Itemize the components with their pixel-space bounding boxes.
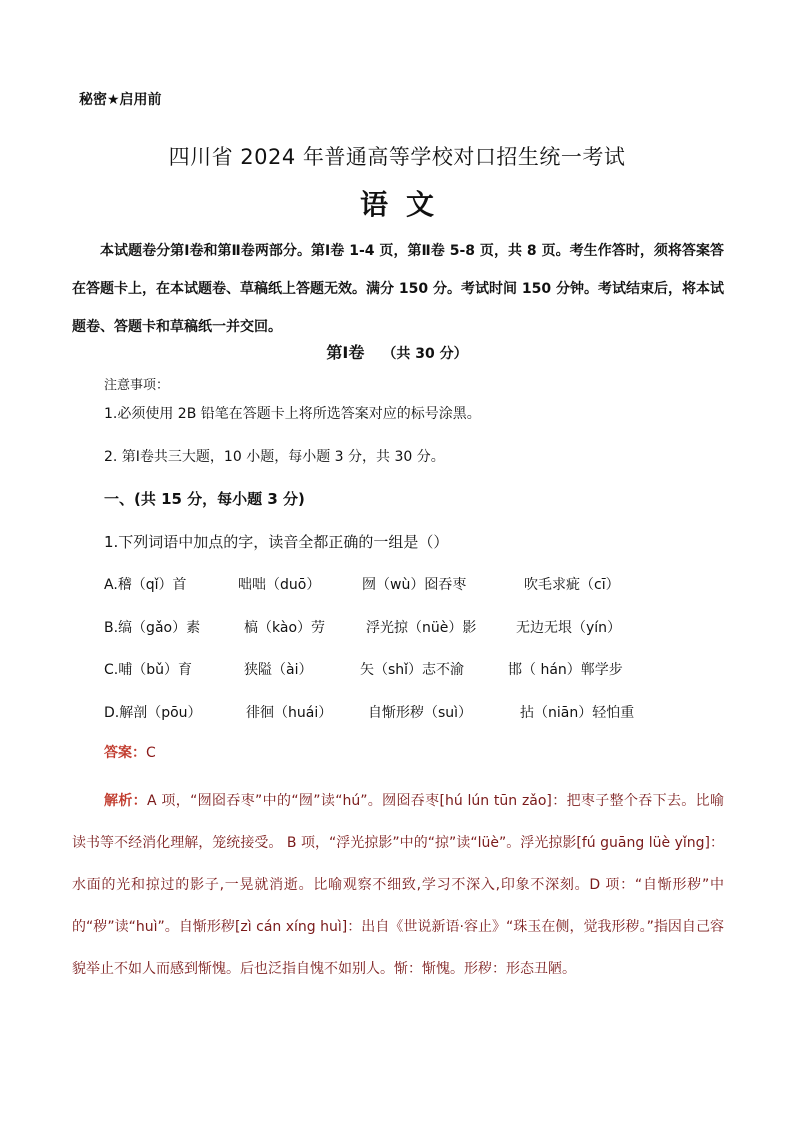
section-title bbox=[0, 340, 794, 363]
option-d-item-1: D.解剖（pōu） bbox=[104, 705, 202, 721]
answer-value: C bbox=[146, 745, 156, 761]
section-points: （共 30 分） bbox=[382, 346, 468, 362]
option-a-item-2: 咄咄（duō） bbox=[238, 577, 321, 593]
analysis bbox=[72, 780, 724, 990]
secret-mark: 秘密★启用前 bbox=[79, 92, 162, 108]
subject-title: 语文 bbox=[359, 188, 452, 221]
analysis-label: 解析： bbox=[104, 793, 148, 809]
option-c-item-3: 矢（shǐ）志不渝 bbox=[360, 662, 465, 678]
analysis-text: A 项，“囫囵吞枣”中的“囫”读“hú”。囫囵吞枣[hú lún tūn zǎo]：把枣子整个吞下去。比喻读书等不经消化理解，笼统接受。 B 项，“浮光掠影”中的“掠”读“lüè”。浮光掠影[fú guāng lüè yǐng]：水面的光和掠过的影子,一晃就消逝。比喻观察不细致,学习不深入,印象不深刻。D 项：“自惭形秽”中的“秽”读“huì”。自惭形秽[zì cán xíng huì]：出自《世说新语·容止》“珠玉在侧，觉我形秽。”指因自己容貌举止不如人而感到惭愧。后也泛指自愧不如别人。惭：惭愧。形秽：形态丑陋。 bbox=[72, 793, 724, 977]
notice-item-2: 2. 第Ⅰ卷共三大题，10 小题，每小题 3 分，共 30 分。 bbox=[104, 449, 445, 465]
exam-instructions: 本试题卷分第Ⅰ卷和第Ⅱ卷两部分。第Ⅰ卷 1-4 页，第Ⅱ卷 5-8 页，共 8 页。考生作答时，须将答案答在答题卡上，在本试题卷、草稿纸上答题无效。满分 150 分。考试时间 150 分钟。考试结束后，将本试题卷、答题卡和草稿纸一并交回。 bbox=[72, 243, 724, 335]
option-d-item-4: 拈（niān）轻怕重 bbox=[520, 705, 635, 721]
option-c-item-4: 邯（ hán）郸学步 bbox=[508, 662, 623, 678]
answer-label: 答案： bbox=[104, 745, 146, 761]
option-d-item-2: 徘徊（huái） bbox=[246, 705, 333, 721]
notice-item-1: 1.必须使用 2B 铅笔在答题卡上将所选答案对应的标号涂黑。 bbox=[104, 406, 481, 422]
option-b-item-3: 浮光掠（nüè）影 bbox=[366, 620, 477, 636]
option-d-item-3: 自惭形秽（suì） bbox=[368, 705, 473, 721]
option-b-item-1: B.缟（gǎo）素 bbox=[104, 620, 201, 636]
answer bbox=[104, 742, 156, 762]
option-c-item-1: C.哺（bǔ）育 bbox=[104, 662, 192, 678]
option-b-item-4: 无边无垠（yín） bbox=[516, 620, 622, 636]
part-heading: 一、(共 15 分，每小题 3 分) bbox=[104, 490, 305, 508]
question-stem: 1.下列词语中加点的字，读音全都正确的一组是（） bbox=[104, 533, 449, 551]
option-b-item-2: 槁（kào）劳 bbox=[244, 620, 326, 636]
exam-title: 四川省 2024 年普通高等学校对口招生统一考试 bbox=[168, 145, 626, 169]
section-name: 第Ⅰ卷 bbox=[326, 343, 365, 362]
option-a-item-3: 囫（wù）囵吞枣 bbox=[362, 577, 467, 593]
option-a-item-1: A.稽（qǐ）首 bbox=[104, 577, 187, 593]
option-c-item-2: 狭隘（ài） bbox=[244, 662, 313, 678]
notice-label: 注意事项： bbox=[104, 378, 170, 393]
option-a-item-4: 吹毛求疵（cī） bbox=[524, 577, 620, 593]
